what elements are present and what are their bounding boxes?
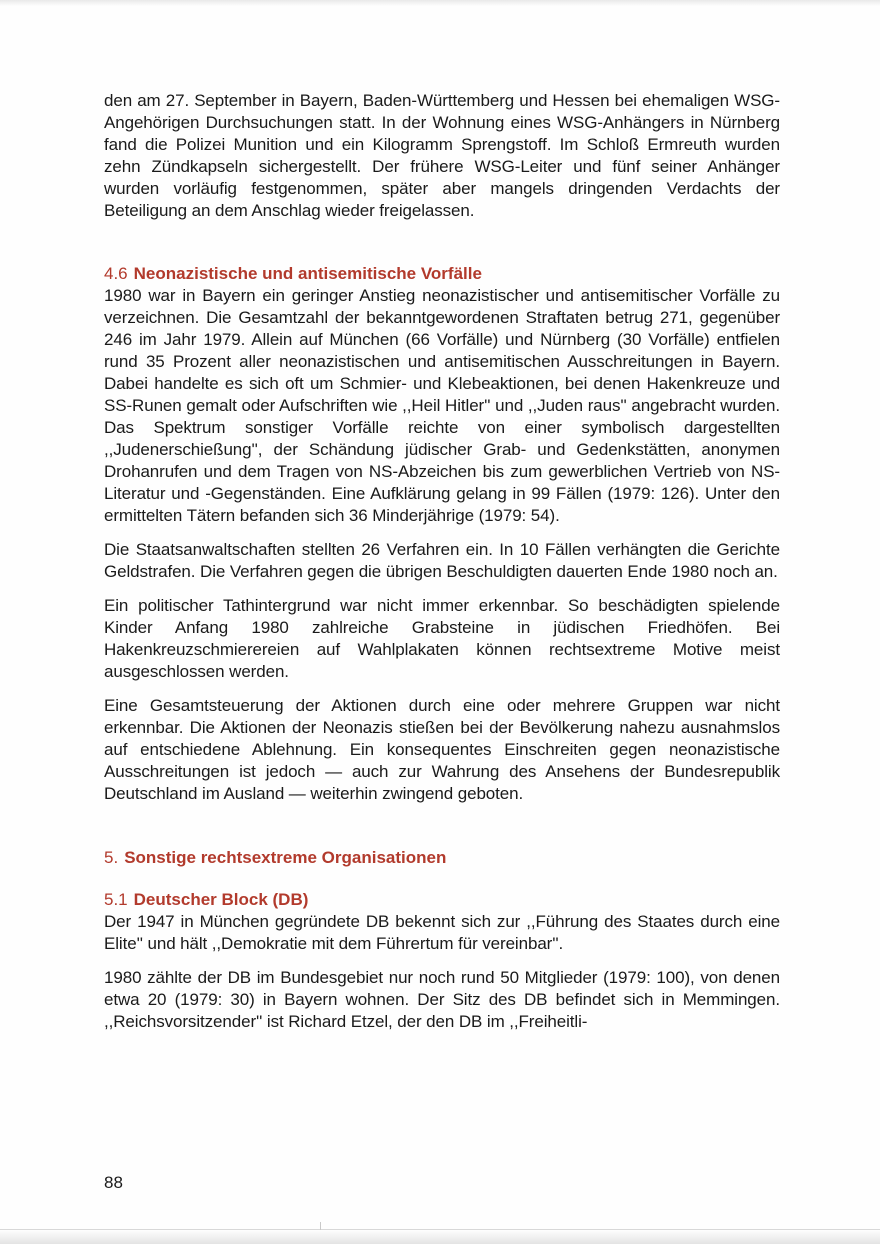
- page-content: [104, 90, 780, 1045]
- section-heading-4-6: [104, 263, 780, 285]
- section-heading-5: [104, 847, 780, 869]
- section-title: Neonazistische und antisemitische Vorfälle: [133, 264, 482, 283]
- scan-top-edge: [0, 0, 880, 6]
- paragraph: Die Staatsanwaltschaften stellten 26 Verfahren ein. In 10 Fällen verhängten die Gerichte Geldstrafen. Die Verfahren gegen die übrigen Beschuldigten dauerten Ende 1980 noch an.: [104, 540, 780, 581]
- paragraph: 1980 zählte der DB im Bundesgebiet nur noch rund 50 Mitglieder (1979: 100), von denen etwa 20 (1979: 30) in Bayern wohnen. Der Sitz des DB befindet sich in Memmingen. ,,Reichsvorsitzender'' ist Richard Etzel, der den DB im ,,Freiheitli-: [104, 968, 780, 1031]
- section-number: 5.: [104, 848, 119, 867]
- scan-bottom-edge: [0, 1230, 880, 1244]
- page-number: 88: [104, 1173, 123, 1192]
- paragraph: 1980 war in Bayern ein geringer Anstieg neonazistischer und antisemitischer Vorfälle zu verzeichnen. Die Gesamtzahl der bekanntgewordenen Straftaten betrug 271, gegenüber 246 im Jahr 1979. Allein auf München (66 Vorfälle) und Nürnberg (30 Vorfälle) entfielen rund 35 Prozent aller neonazistischen und antisemitischen Ausschreitungen in Bayern. Dabei handelte es sich oft um Schmier- und Klebeaktionen, bei denen Hakenkreuze und SS-Runen gemalt oder Aufschriften wie ,,Heil Hitler'' und ,,Juden raus'' angebracht wurden. Das Spektrum sonstiger Vorfälle reichte von einer symbolisch dargestellten ,,Judenerschießung'', der Schändung jüdischer Grab- und Gedenkstätten, anonymen Drohanrufen und dem Tragen von NS-Abzeichen bis zum gewerblichen Vertrieb von NS-Literatur und -Gegenständen. Eine Aufklärung gelang in 99 Fällen (1979: 126). Unter den ermittelten Tätern befanden sich 36 Minderjährige (1979: 54).: [104, 286, 780, 525]
- paragraph-continuation: den am 27. September in Bayern, Baden-Württemberg und Hessen bei ehemaligen WSG-Angehörigen Durchsuchungen statt. In der Wohnung eines WSG-Anhängers in Nürnberg fand die Polizei Munition und ein Kilogramm Sprengstoff. Im Schloß Ermreuth wurden zehn Zündkapseln sichergestellt. Der frühere WSG-Leiter und fünf seiner Anhänger wurden vorläufig festgenommen, später aber mangels dringenden Verdachts der Beteiligung an dem Anschlag wieder freigelassen.: [104, 91, 780, 220]
- paragraph: Der 1947 in München gegründete DB bekennt sich zur ,,Führung des Staates durch eine Elite'' und hält ,,Demokratie mit dem Führertum für vereinbar''.: [104, 912, 780, 953]
- section-heading-5-1: [104, 889, 780, 911]
- section-title: Deutscher Block (DB): [133, 890, 309, 909]
- section-number: 4.6: [104, 264, 128, 283]
- section-number: 5.1: [104, 890, 128, 909]
- paragraph: Eine Gesamtsteuerung der Aktionen durch eine oder mehrere Gruppen war nicht erkennbar. Die Aktionen der Neonazis stießen bei der Bevölkerung nahezu ausnahmslos auf entschiedene Ablehnung. Ein konsequentes Einschreiten gegen neonazistische Ausschreitungen ist jedoch — auch zur Wahrung des Ansehens der Bundesrepublik Deutschland im Ausland — weiterhin zwingend geboten.: [104, 696, 780, 803]
- section-title: Sonstige rechtsextreme Organisationen: [124, 848, 447, 867]
- paragraph: Ein politischer Tathintergrund war nicht immer erkennbar. So beschädigten spielende Kinder Anfang 1980 zahlreiche Grabsteine in jüdischen Friedhöfen. Bei Hakenkreuzschmierereien auf Wahlplakaten können rechtsextreme Motive meist ausgeschlossen werden.: [104, 596, 780, 681]
